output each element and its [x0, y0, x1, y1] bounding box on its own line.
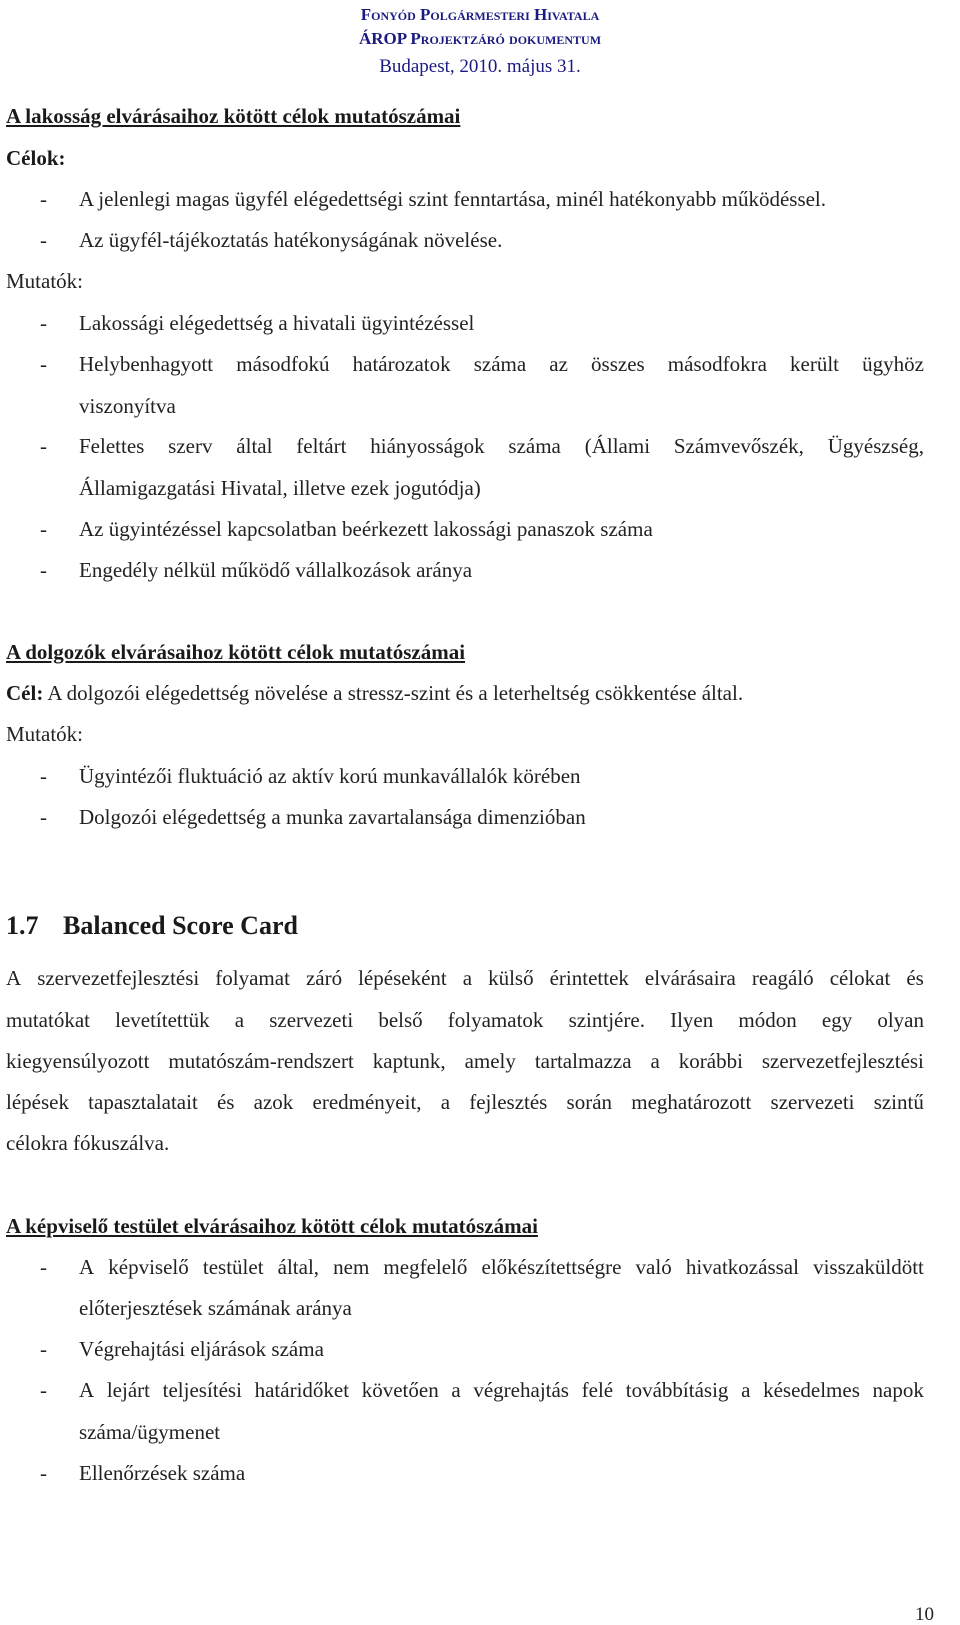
- goals-label: Célok:: [6, 146, 66, 170]
- page-number: 10: [915, 1604, 934, 1625]
- list-item: Lakossági elégedettség a hivatali ügyintézéssel: [79, 311, 475, 335]
- list-dash: -: [40, 1378, 47, 1402]
- list-item-continuation: Államigazgatási Hivatal, illetve ezek jogutódja): [79, 476, 481, 500]
- paragraph-line: kiegyensúlyozott mutatószám-rendszert kaptunk, amely tartalmazza a korábbi szervezetfejlesztési: [6, 1049, 924, 1073]
- list-dash: -: [40, 558, 47, 582]
- section-heading-residents: A lakosság elvárásaihoz kötött célok mutatószámai: [6, 104, 461, 128]
- paragraph-line: A szervezetfejlesztési folyamat záró lépéseként a külső érintettek elvárásaira reagáló célokat és: [6, 966, 924, 990]
- indicators-label: Mutatók:: [6, 269, 83, 293]
- list-item: Engedély nélkül működő vállalkozások aránya: [79, 558, 473, 582]
- indicators-label: Mutatók:: [6, 722, 83, 746]
- list-dash: -: [40, 764, 47, 788]
- list-dash: -: [40, 1461, 47, 1485]
- list-item-continuation: száma/ügymenet: [79, 1420, 221, 1444]
- list-dash: -: [40, 1255, 47, 1279]
- list-dash: -: [40, 434, 47, 458]
- list-item-justified: Helybenhagyott másodfokú határozatok száma az összes másodfokra került ügyhöz: [79, 352, 924, 376]
- section-heading-employees: A dolgozók elvárásaihoz kötött célok mutatószámai: [6, 640, 466, 664]
- list-item: Az ügyintézéssel kapcsolatban beérkezett lakossági panaszok száma: [79, 517, 653, 541]
- list-item-justified: Felettes szerv által feltárt hiányosságok száma (Állami Számvevőszék, Ügyészség,: [79, 434, 924, 458]
- list-item-continuation: viszonyítva: [79, 394, 176, 418]
- list-item-justified: A lejárt teljesítési határidőket követően a végrehajtás felé továbbításig a késedelmes napok: [79, 1378, 924, 1402]
- paragraph-line: mutatókat levetítettük a szervezeti belső folyamatok szintjére. Ilyen módon egy olyan: [6, 1008, 924, 1032]
- goal-label: Cél:: [6, 681, 44, 705]
- list-item: Az ügyfél-tájékoztatás hatékonyságának növelése.: [79, 228, 503, 252]
- list-item: A jelenlegi magas ügyfél elégedettségi szint fenntartása, minél hatékonyabb működéssel.: [79, 187, 827, 211]
- section-number: 1.7: [6, 911, 39, 940]
- section-heading-council: A képviselő testület elvárásaihoz kötött célok mutatószámai: [6, 1214, 538, 1238]
- header-date: Budapest, 2010. május 31.: [379, 56, 581, 77]
- list-dash: -: [40, 228, 47, 252]
- list-item-justified: A képviselő testület által, nem megfelelő előkészítettségre való hivatkozással visszaküldött: [79, 1255, 924, 1279]
- employee-goal: [6, 683, 743, 704]
- section-title: Balanced Score Card: [63, 911, 298, 940]
- list-item: Dolgozói elégedettség a munka zavartalansága dimenzióban: [79, 805, 586, 829]
- list-dash: -: [40, 805, 47, 829]
- list-dash: -: [40, 311, 47, 335]
- list-dash: -: [40, 187, 47, 211]
- paragraph-line: célokra fókuszálva.: [6, 1131, 170, 1155]
- header-office-name: Fonyód Polgármesteri Hivatala: [360, 5, 600, 24]
- header-document-type: ÁROP Projektzáró dokumentum: [358, 29, 602, 48]
- list-dash: -: [40, 517, 47, 541]
- list-item: Ügyintézői fluktuáció az aktív korú munkavállalók körében: [79, 764, 581, 788]
- list-item: Végrehajtási eljárások száma: [79, 1337, 324, 1361]
- list-dash: -: [40, 1337, 47, 1361]
- list-dash: -: [40, 352, 47, 376]
- goal-text: A dolgozói elégedettség növelése a stressz-szint és a leterheltség csökkentése által.: [43, 681, 744, 705]
- list-item-continuation: előterjesztések számának aránya: [79, 1296, 352, 1320]
- list-item: Ellenőrzések száma: [79, 1461, 246, 1485]
- paragraph-line: lépések tapasztalatait és azok eredményeit, a fejlesztés során meghatározott szervezeti szintű: [6, 1090, 924, 1114]
